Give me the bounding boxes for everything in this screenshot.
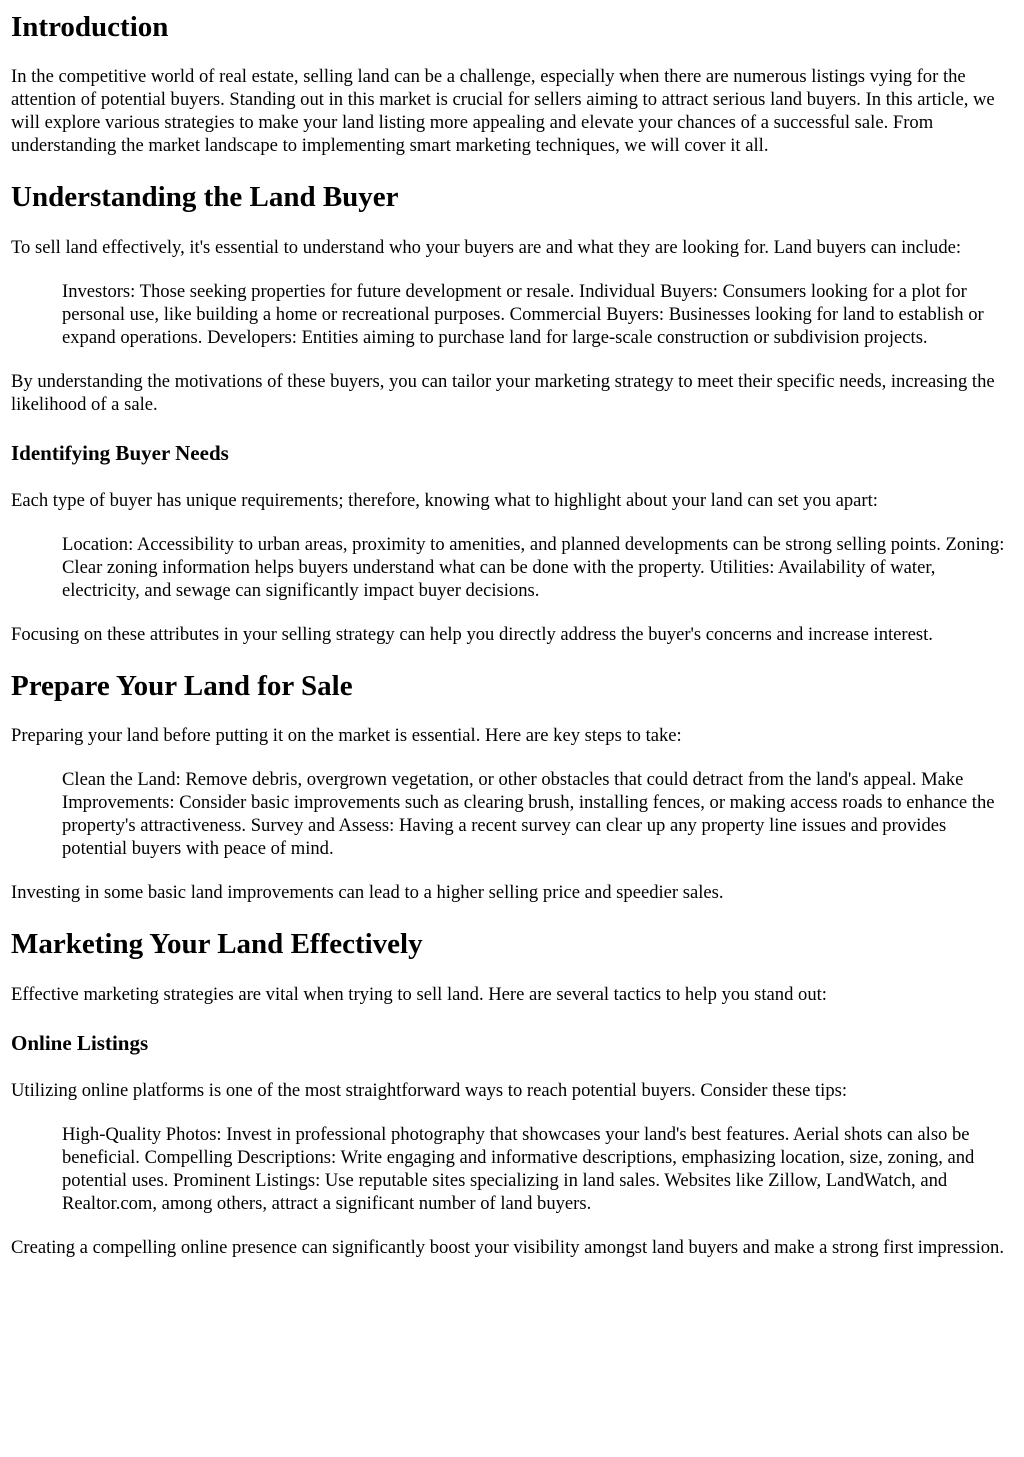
blockquote-online-tips: High-Quality Photos: Invest in professional photography that showcases your land's best features. Aerial shots can also be beneficial. Compelling Descriptions: Write engaging and informative descriptions, emphasizing location, size, zoning, and potential uses. Prominent Listings: Use reputable sites specializing in land sales. Websites like Zillow, LandWatch, and Realtor.com, among others, attract a significant number of land buyers. bbox=[62, 1123, 975, 1214]
blockquote-prepare-steps: Clean the Land: Remove debris, overgrown vegetation, or other obstacles that could detract from the land's appeal. Make Improvements: Consider basic improvements such as clearing brush, installing fences, or making access roads to enhance the property's attractiveness. Survey and Assess: Having a recent survey can clear up any property line issues and provides potential buyers with peace of mind. bbox=[62, 769, 995, 860]
heading-prepare-land: Prepare Your Land for Sale bbox=[11, 669, 353, 702]
blockquote-buyer-types: Investors: Those seeking properties for future development or resale. Individual Buyers: Consumers looking for a plot for personal use, like building a home or recreational purposes. Commercial Buyers: Businesses looking for land to establish or expand operations. Developers: Entities aiming to purchase land for large-scale construction or subdivision projects. bbox=[62, 280, 984, 348]
paragraph-marketing-intro: Effective marketing strategies are vital when trying to sell land. Here are several tactics to help you stand out: bbox=[11, 983, 827, 1005]
paragraph-online-outro: Creating a compelling online presence can significantly boost your visibility amongst land buyers and make a strong first impression. bbox=[11, 1236, 1005, 1258]
heading-introduction: Introduction bbox=[11, 11, 169, 43]
heading-understanding-buyer: Understanding the Land Buyer bbox=[11, 181, 399, 214]
paragraph-buyer-intro: To sell land effectively, it's essential to understand who your buyers are and what they are looking for. Land buyers can include: bbox=[11, 236, 962, 258]
heading-marketing: Marketing Your Land Effectively bbox=[11, 928, 423, 961]
heading-identifying-needs: Identifying Buyer Needs bbox=[11, 440, 229, 465]
paragraph-online-intro: Utilizing online platforms is one of the most straightforward ways to reach potential buyers. Consider these tips: bbox=[11, 1079, 848, 1101]
paragraph-prepare-outro: Investing in some basic land improvements can lead to a higher selling price and speedier sales. bbox=[11, 882, 724, 904]
article bbox=[0, 11, 1024, 1259]
heading-online-listings: Online Listings bbox=[11, 1030, 149, 1055]
paragraph-buyer-outro: By understanding the motivations of these buyers, you can tailor your marketing strategy to meet their specific needs, increasing the likelihood of a sale. bbox=[11, 370, 995, 415]
blockquote-buyer-needs: Location: Accessibility to urban areas, proximity to amenities, and planned developments can be strong selling points. Zoning: Clear zoning information helps buyers understand what can be done with the property. Utilities: Availability of water, electricity, and sewage can significantly impact buyer decisions. bbox=[62, 533, 1005, 601]
paragraph-prepare-intro: Preparing your land before putting it on the market is essential. Here are key steps to take: bbox=[11, 725, 682, 747]
paragraph-needs-outro: Focusing on these attributes in your selling strategy can help you directly address the buyer's concerns and increase interest. bbox=[11, 623, 933, 645]
paragraph-introduction: In the competitive world of real estate, selling land can be a challenge, especially when there are numerous listings vying for the attention of potential buyers. Standing out in this market is crucial for sellers aiming to attract serious land buyers. In this article, we will explore various strategies to make your land listing more appealing and elevate your chances of a successful sale. From understanding the market landscape to implementing smart marketing techniques, we will cover it all. bbox=[11, 66, 995, 157]
paragraph-needs-intro: Each type of buyer has unique requirements; therefore, knowing what to highlight about your land can set you apart: bbox=[11, 489, 878, 511]
